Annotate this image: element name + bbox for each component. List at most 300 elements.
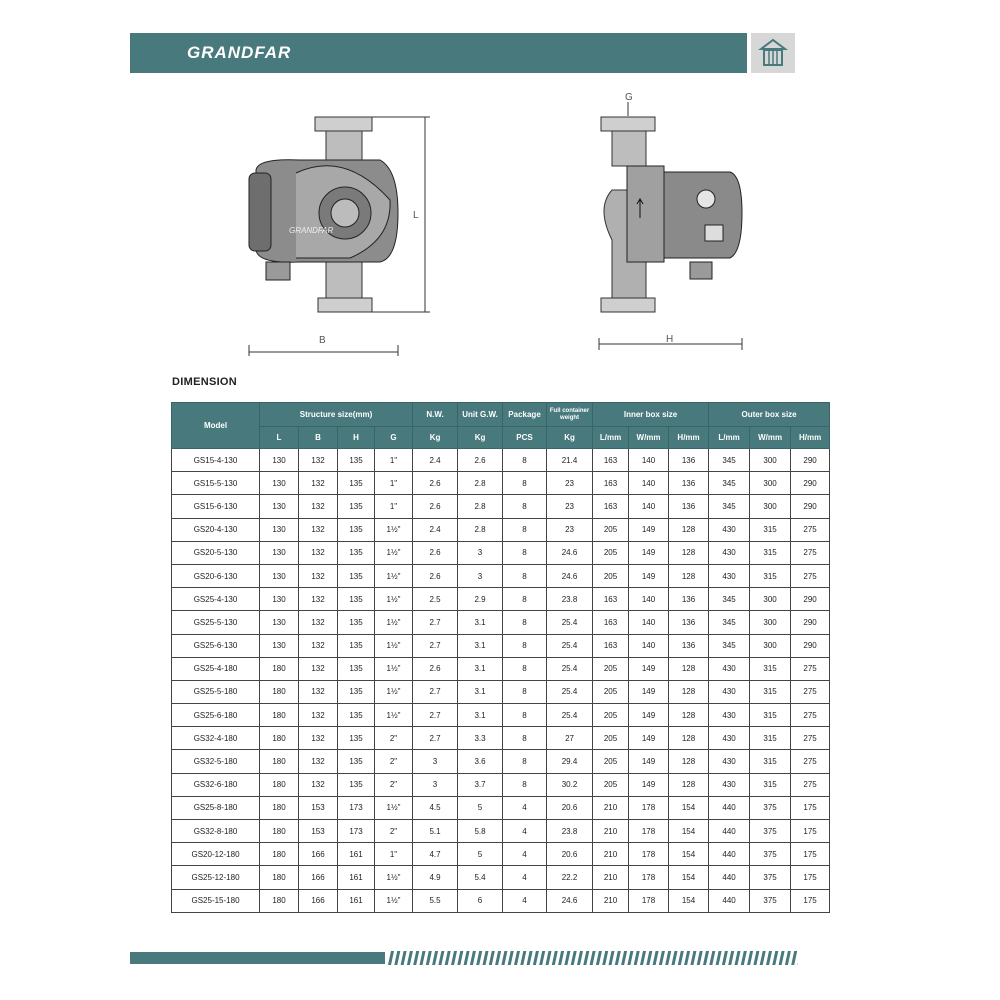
footer-stripe [508, 951, 514, 965]
value-cell: 430 [709, 518, 750, 541]
value-cell: 315 [750, 750, 791, 773]
value-cell: 430 [709, 750, 750, 773]
value-cell: 2.4 [413, 518, 458, 541]
value-cell: 136 [669, 495, 709, 518]
table-row [172, 634, 830, 657]
footer-stripe [602, 951, 608, 965]
value-cell: 166 [299, 866, 338, 889]
value-cell: 153 [299, 820, 338, 843]
footer-stripe [785, 951, 791, 965]
brand-logo: GRANDFAR [187, 43, 292, 62]
footer-stripe [760, 951, 766, 965]
model-cell: GS25-4-180 [172, 657, 260, 680]
subheader-cell: L [260, 427, 299, 449]
model-cell: GS25-6-180 [172, 704, 260, 727]
value-cell: 1" [375, 449, 413, 472]
value-cell: 153 [299, 796, 338, 819]
value-cell: 4.5 [413, 796, 458, 819]
value-cell: 128 [669, 541, 709, 564]
value-cell: 430 [709, 727, 750, 750]
table-row [172, 541, 830, 564]
section-title: DIMENSION [172, 376, 238, 388]
value-cell: 135 [338, 750, 375, 773]
value-cell: 178 [629, 820, 669, 843]
value-cell: 8 [503, 680, 547, 703]
value-cell: 154 [669, 796, 709, 819]
value-cell: 275 [791, 518, 830, 541]
value-cell: 205 [593, 704, 629, 727]
model-cell: GS15-6-130 [172, 495, 260, 518]
value-cell: 8 [503, 518, 547, 541]
value-cell: 3.1 [458, 611, 503, 634]
value-cell: 149 [629, 773, 669, 796]
value-cell: 2.6 [413, 541, 458, 564]
value-cell: 23 [547, 472, 593, 495]
value-cell: 135 [338, 611, 375, 634]
footer-stripe [646, 951, 652, 965]
value-cell: 149 [629, 564, 669, 587]
value-cell: 132 [299, 634, 338, 657]
value-cell: 275 [791, 750, 830, 773]
value-cell: 315 [750, 541, 791, 564]
subheader-cell: Kg [547, 427, 593, 449]
value-cell: 22.2 [547, 866, 593, 889]
footer-stripe [672, 951, 678, 965]
table-row [172, 472, 830, 495]
value-cell: 290 [791, 634, 830, 657]
value-cell: 135 [338, 704, 375, 727]
value-cell: 210 [593, 843, 629, 866]
table-row [172, 495, 830, 518]
value-cell: 275 [791, 727, 830, 750]
value-cell: 161 [338, 866, 375, 889]
value-cell: 2" [375, 773, 413, 796]
value-cell: 440 [709, 866, 750, 889]
footer-stripe [533, 951, 539, 965]
footer-stripe [401, 951, 407, 965]
footer-stripe [627, 951, 633, 965]
value-cell: 2.7 [413, 727, 458, 750]
value-cell: 1½" [375, 541, 413, 564]
value-cell: 135 [338, 449, 375, 472]
value-cell: 375 [750, 866, 791, 889]
value-cell: 23.8 [547, 588, 593, 611]
value-cell: 210 [593, 866, 629, 889]
value-cell: 315 [750, 518, 791, 541]
value-cell: 345 [709, 588, 750, 611]
value-cell: 24.6 [547, 889, 593, 912]
model-cell: GS32-5-180 [172, 750, 260, 773]
footer-stripe [684, 951, 690, 965]
value-cell: 290 [791, 449, 830, 472]
value-cell: 2.7 [413, 704, 458, 727]
footer-stripe [445, 951, 451, 965]
value-cell: 154 [669, 843, 709, 866]
model-cell: GS15-5-130 [172, 472, 260, 495]
footer-stripe [571, 951, 577, 965]
pump-front-view [249, 117, 430, 356]
value-cell: 5.8 [458, 820, 503, 843]
value-cell: 20.6 [547, 796, 593, 819]
house-emblem-icon [751, 33, 795, 73]
value-cell: 23 [547, 518, 593, 541]
footer-stripe [388, 951, 394, 965]
dimension-label-l: L [413, 210, 419, 221]
value-cell: 1½" [375, 657, 413, 680]
value-cell: 440 [709, 820, 750, 843]
value-cell: 4.7 [413, 843, 458, 866]
value-cell: 128 [669, 680, 709, 703]
value-cell: 149 [629, 657, 669, 680]
value-cell: 136 [669, 449, 709, 472]
value-cell: 375 [750, 843, 791, 866]
value-cell: 2.7 [413, 634, 458, 657]
value-cell: 166 [299, 889, 338, 912]
table-row [172, 611, 830, 634]
footer-stripe [501, 951, 507, 965]
dimension-label-h: H [666, 334, 674, 345]
value-cell: 136 [669, 634, 709, 657]
table-row [172, 773, 830, 796]
value-cell: 136 [669, 588, 709, 611]
value-cell: 290 [791, 472, 830, 495]
value-cell: 180 [260, 657, 299, 680]
dimension-label-b: B [319, 335, 326, 346]
value-cell: 8 [503, 588, 547, 611]
value-cell: 5.4 [458, 866, 503, 889]
value-cell: 130 [260, 564, 299, 587]
value-cell: 180 [260, 843, 299, 866]
footer-stripe [407, 951, 413, 965]
value-cell: 8 [503, 541, 547, 564]
subheader-cell: B [299, 427, 338, 449]
value-cell: 140 [629, 634, 669, 657]
value-cell: 132 [299, 541, 338, 564]
value-cell: 2" [375, 750, 413, 773]
value-cell: 161 [338, 843, 375, 866]
value-cell: 345 [709, 472, 750, 495]
footer-stripe [464, 951, 470, 965]
table-row [172, 750, 830, 773]
value-cell: 163 [593, 449, 629, 472]
value-cell: 25.4 [547, 611, 593, 634]
value-cell: 135 [338, 680, 375, 703]
value-cell: 1" [375, 495, 413, 518]
value-cell: 128 [669, 564, 709, 587]
value-cell: 2.8 [458, 495, 503, 518]
footer-stripe [413, 951, 419, 965]
value-cell: 140 [629, 449, 669, 472]
value-cell: 275 [791, 680, 830, 703]
value-cell: 132 [299, 518, 338, 541]
footer-stripe [659, 951, 665, 965]
value-cell: 130 [260, 518, 299, 541]
table-row [172, 866, 830, 889]
value-cell: 3.6 [458, 750, 503, 773]
value-cell: 130 [260, 611, 299, 634]
value-cell: 430 [709, 773, 750, 796]
value-cell: 178 [629, 866, 669, 889]
footer-stripe [451, 951, 457, 965]
value-cell: 180 [260, 704, 299, 727]
value-cell: 154 [669, 889, 709, 912]
value-cell: 2.6 [413, 495, 458, 518]
header-model: Model [172, 403, 260, 449]
model-cell: GS25-15-180 [172, 889, 260, 912]
footer-stripe [634, 951, 640, 965]
value-cell: 210 [593, 796, 629, 819]
value-cell: 180 [260, 889, 299, 912]
subheader-cell: Kg [413, 427, 458, 449]
model-cell: GS20-6-130 [172, 564, 260, 587]
value-cell: 180 [260, 750, 299, 773]
value-cell: 149 [629, 704, 669, 727]
value-cell: 135 [338, 634, 375, 657]
value-cell: 440 [709, 843, 750, 866]
value-cell: 300 [750, 449, 791, 472]
footer-stripe [596, 951, 602, 965]
table-body [172, 449, 830, 913]
value-cell: 210 [593, 889, 629, 912]
value-cell: 132 [299, 495, 338, 518]
value-cell: 205 [593, 564, 629, 587]
table-row [172, 680, 830, 703]
model-cell: GS32-8-180 [172, 820, 260, 843]
value-cell: 25.4 [547, 657, 593, 680]
value-cell: 205 [593, 773, 629, 796]
value-cell: 275 [791, 657, 830, 680]
value-cell: 23.8 [547, 820, 593, 843]
footer-stripe [394, 951, 400, 965]
subheader-cell: L/mm [709, 427, 750, 449]
value-cell: 205 [593, 518, 629, 541]
model-cell: GS25-5-180 [172, 680, 260, 703]
value-cell: 430 [709, 704, 750, 727]
value-cell: 315 [750, 727, 791, 750]
value-cell: 175 [791, 843, 830, 866]
value-cell: 135 [338, 495, 375, 518]
value-cell: 5 [458, 796, 503, 819]
footer-stripe [583, 951, 589, 965]
value-cell: 149 [629, 680, 669, 703]
value-cell: 30.2 [547, 773, 593, 796]
value-cell: 132 [299, 449, 338, 472]
value-cell: 430 [709, 657, 750, 680]
value-cell: 136 [669, 611, 709, 634]
header-inner-box: Inner box size [593, 403, 709, 427]
value-cell: 2.7 [413, 611, 458, 634]
value-cell: 161 [338, 889, 375, 912]
value-cell: 180 [260, 727, 299, 750]
model-cell: GS25-5-130 [172, 611, 260, 634]
header-nw: N.W. [413, 403, 458, 427]
value-cell: 1" [375, 843, 413, 866]
model-cell: GS32-4-180 [172, 727, 260, 750]
footer-stripe [527, 951, 533, 965]
value-cell: 136 [669, 472, 709, 495]
value-cell: 3.1 [458, 634, 503, 657]
value-cell: 430 [709, 541, 750, 564]
value-cell: 205 [593, 657, 629, 680]
value-cell: 3 [458, 541, 503, 564]
value-cell: 135 [338, 472, 375, 495]
footer-stripe [564, 951, 570, 965]
value-cell: 3.3 [458, 727, 503, 750]
value-cell: 1½" [375, 518, 413, 541]
subheader-cell: L/mm [593, 427, 629, 449]
value-cell: 135 [338, 518, 375, 541]
table-row [172, 704, 830, 727]
table-row [172, 796, 830, 819]
value-cell: 275 [791, 773, 830, 796]
value-cell: 2.8 [458, 518, 503, 541]
value-cell: 149 [629, 541, 669, 564]
value-cell: 175 [791, 866, 830, 889]
value-cell: 440 [709, 889, 750, 912]
footer-stripe [697, 951, 703, 965]
value-cell: 2.9 [458, 588, 503, 611]
header-unit-gw: Unit G.W. [458, 403, 503, 427]
value-cell: 132 [299, 472, 338, 495]
footer-stripe [476, 951, 482, 965]
value-cell: 128 [669, 518, 709, 541]
header-structure-size: Structure size(mm) [260, 403, 413, 427]
value-cell: 1½" [375, 634, 413, 657]
footer-stripe [558, 951, 564, 965]
header-package: Package [503, 403, 547, 427]
value-cell: 1½" [375, 866, 413, 889]
footer-stripe [766, 951, 772, 965]
footer-stripe [653, 951, 659, 965]
value-cell: 6 [458, 889, 503, 912]
subheader-cell: H/mm [791, 427, 830, 449]
footer-stripe [709, 951, 715, 965]
value-cell: 180 [260, 820, 299, 843]
value-cell: 2.6 [413, 564, 458, 587]
value-cell: 8 [503, 727, 547, 750]
value-cell: 8 [503, 704, 547, 727]
value-cell: 375 [750, 820, 791, 843]
value-cell: 1½" [375, 704, 413, 727]
value-cell: 135 [338, 773, 375, 796]
footer-stripe [690, 951, 696, 965]
value-cell: 315 [750, 773, 791, 796]
table-row [172, 889, 830, 912]
model-cell: GS32-6-180 [172, 773, 260, 796]
value-cell: 140 [629, 495, 669, 518]
value-cell: 315 [750, 657, 791, 680]
value-cell: 130 [260, 495, 299, 518]
value-cell: 315 [750, 564, 791, 587]
value-cell: 3 [413, 750, 458, 773]
value-cell: 275 [791, 564, 830, 587]
footer-stripe [665, 951, 671, 965]
footer-stripe [489, 951, 495, 965]
pump-side-view [599, 102, 742, 350]
footer-stripe [747, 951, 753, 965]
value-cell: 205 [593, 750, 629, 773]
footer-bar [130, 952, 385, 964]
value-cell: 135 [338, 564, 375, 587]
footer-stripe [678, 951, 684, 965]
value-cell: 345 [709, 634, 750, 657]
value-cell: 132 [299, 704, 338, 727]
value-cell: 205 [593, 541, 629, 564]
value-cell: 8 [503, 611, 547, 634]
footer-stripe [735, 951, 741, 965]
dimension-table [171, 402, 830, 913]
value-cell: 4 [503, 843, 547, 866]
value-cell: 205 [593, 680, 629, 703]
value-cell: 300 [750, 611, 791, 634]
footer-stripe [457, 951, 463, 965]
value-cell: 140 [629, 588, 669, 611]
value-cell: 2.7 [413, 680, 458, 703]
footer-stripe [432, 951, 438, 965]
value-cell: 1½" [375, 588, 413, 611]
value-cell: 29.4 [547, 750, 593, 773]
value-cell: 27 [547, 727, 593, 750]
value-cell: 300 [750, 588, 791, 611]
value-cell: 4 [503, 889, 547, 912]
value-cell: 163 [593, 495, 629, 518]
footer-stripe [470, 951, 476, 965]
value-cell: 173 [338, 796, 375, 819]
subheader-row [172, 427, 830, 449]
dimension-label-g: G [625, 92, 633, 103]
footer-stripe [495, 951, 501, 965]
model-cell: GS25-4-130 [172, 588, 260, 611]
footer-stripe [798, 951, 799, 965]
value-cell: 130 [260, 634, 299, 657]
value-cell: 2.8 [458, 472, 503, 495]
value-cell: 163 [593, 611, 629, 634]
value-cell: 375 [750, 796, 791, 819]
value-cell: 430 [709, 680, 750, 703]
value-cell: 23 [547, 495, 593, 518]
table-row [172, 657, 830, 680]
value-cell: 25.4 [547, 634, 593, 657]
subheader-cell: G [375, 427, 413, 449]
footer-stripe [514, 951, 520, 965]
footer-stripe [539, 951, 545, 965]
value-cell: 2.6 [458, 449, 503, 472]
footer-stripe [753, 951, 759, 965]
value-cell: 3.1 [458, 657, 503, 680]
value-cell: 135 [338, 727, 375, 750]
value-cell: 128 [669, 727, 709, 750]
value-cell: 1½" [375, 611, 413, 634]
table-row [172, 843, 830, 866]
value-cell: 8 [503, 634, 547, 657]
footer-stripe [609, 951, 615, 965]
model-cell: GS25-6-130 [172, 634, 260, 657]
value-cell: 128 [669, 657, 709, 680]
footer-stripe [546, 951, 552, 965]
footer-stripe [728, 951, 734, 965]
value-cell: 132 [299, 564, 338, 587]
footer-stripe [483, 951, 489, 965]
value-cell: 130 [260, 472, 299, 495]
value-cell: 25.4 [547, 704, 593, 727]
value-cell: 128 [669, 750, 709, 773]
model-cell: GS20-5-130 [172, 541, 260, 564]
footer-stripe [621, 951, 627, 965]
pump-body-logo: GRANDFAR [289, 226, 334, 235]
value-cell: 2" [375, 727, 413, 750]
footer-stripe [438, 951, 444, 965]
value-cell: 5.5 [413, 889, 458, 912]
